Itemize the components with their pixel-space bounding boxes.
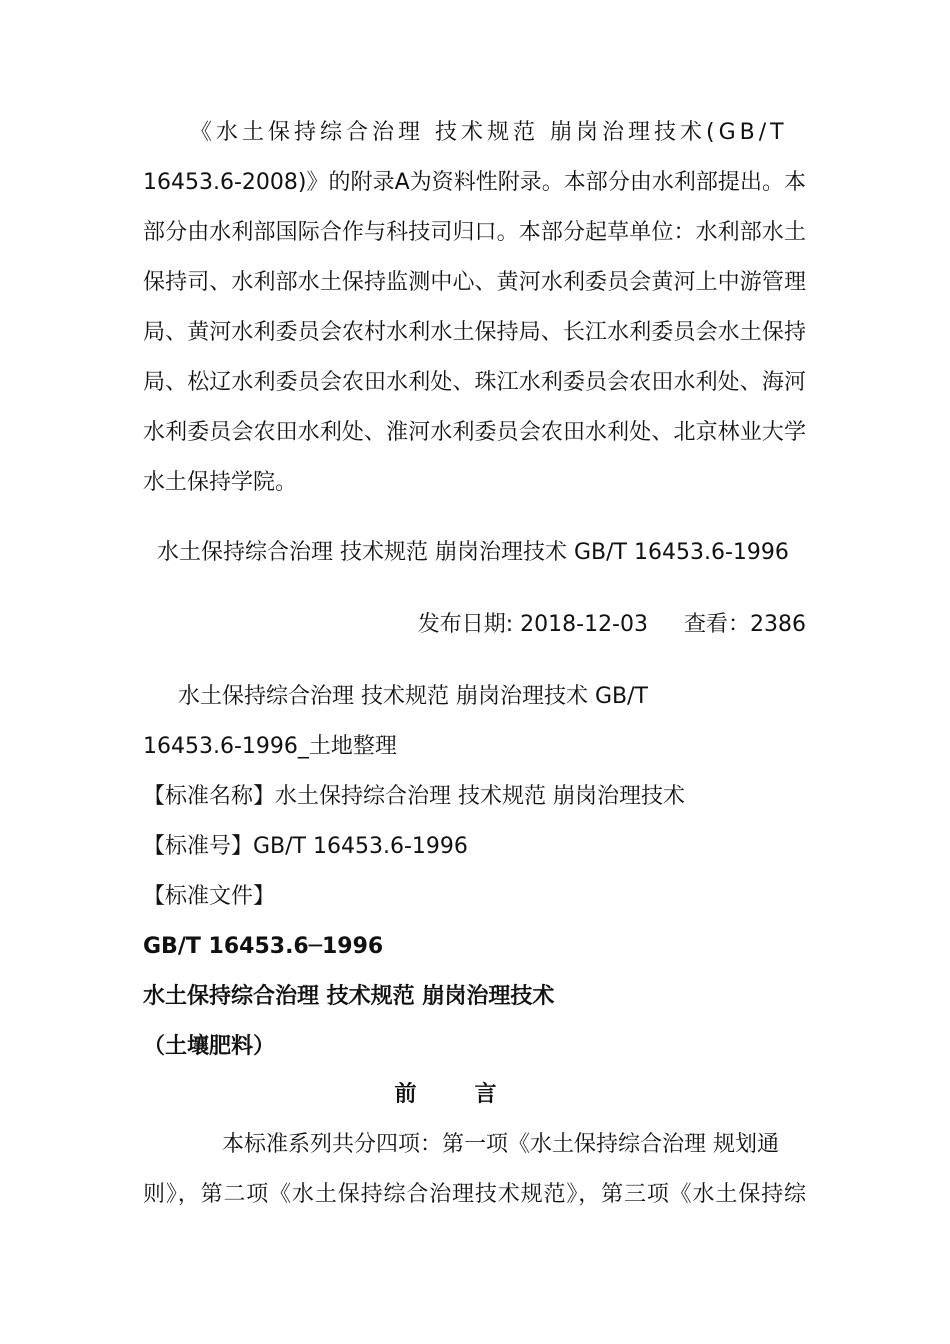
intro-line-6: 局、松辽水利委员会农田水利处、珠江水利委员会农田水利处、海河 xyxy=(143,370,806,395)
preface-line-2: 则》，第二项《水土保持综合治理技术规范》，第三项《水土保持综 xyxy=(143,1182,806,1207)
page-title: 水土保持综合治理 技术规范 崩岗治理技术 GB/T 16453.6-1996 xyxy=(157,540,789,565)
standard-heading: 水土保持综合治理 技术规范 崩岗治理技术 xyxy=(143,984,555,1009)
standard-category: （土壤肥料） xyxy=(143,1034,276,1059)
intro-line-1: 《水土保持综合治理 技术规范 崩岗治理技术(GB/T xyxy=(190,120,788,145)
post-meta xyxy=(143,610,806,640)
standard-file-field: 【标准文件】 xyxy=(143,884,276,909)
publish-date: 发布日期: 2018-12-03 xyxy=(417,612,648,637)
subtitle-line-2: 16453.6-1996_土地整理 xyxy=(143,734,397,759)
standard-number-field: 【标准号】GB/T 16453.6-1996 xyxy=(143,834,468,859)
intro-line-3: 部分由水利部国际合作与科技司归口。本部分起草单位：水利部水土 xyxy=(143,220,806,245)
view-count: 查看：2386 xyxy=(684,612,806,637)
preface-line-1: 本标准系列共分四项：第一项《水土保持综合治理 规划通 xyxy=(222,1132,779,1157)
standard-code: GB/T 16453.6─1996 xyxy=(143,934,384,959)
intro-line-5: 局、黄河水利委员会农村水利水土保持局、长江水利委员会水土保持 xyxy=(143,320,806,345)
intro-line-4: 保持司、水利部水土保持监测中心、黄河水利委员会黄河上中游管理 xyxy=(143,270,806,295)
subtitle-line-1: 水土保持综合治理 技术规范 崩岗治理技术 GB/T xyxy=(178,684,648,709)
standard-name-field: 【标准名称】水土保持综合治理 技术规范 崩岗治理技术 xyxy=(143,784,685,809)
preface-title: 前言 xyxy=(394,1082,555,1107)
intro-line-2: 16453.6-2008)》的附录A为资料性附录。本部分由水利部提出。本 xyxy=(143,170,806,195)
intro-line-7: 水利委员会农田水利处、淮河水利委员会农田水利处、北京林业大学 xyxy=(143,420,806,445)
intro-line-8: 水土保持学院。 xyxy=(143,470,298,495)
